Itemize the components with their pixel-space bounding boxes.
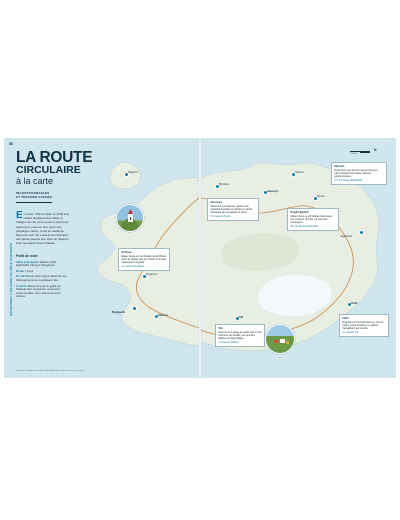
town-myvatn: Mývatn — [317, 195, 325, 198]
card-hofn: Höfn Dégustez du homard dans ce port de pêche avant d'explorer le glacier Vatnajökull tout proche. 3 h depuis Vík — [339, 314, 389, 337]
village-photo — [265, 324, 295, 354]
title-rule — [16, 202, 52, 203]
town-isafjordur: Ísafjörður — [128, 171, 138, 174]
town-husavik: Húsavík — [295, 171, 304, 174]
town-vik: Vík — [239, 315, 244, 319]
fact-item: En été Prévoir votre séjour assez tôt, les hébergements se remplissent vite. — [16, 274, 67, 282]
card-vik: Vík Parcourez la plage de sable noir et ses colonnes de basalte, au pied des falaises de Reynisfjara. 2 h depuis Selfoss — [215, 324, 265, 347]
scale-bar-alt — [360, 151, 370, 153]
card-akureyri: Akureyri Observez les baleines, goûtez aux spécialités locales et admirez le jardin botanique de la capitale du Nord. 5 h depuis Mývatn — [207, 198, 259, 221]
page-subtitle: à la carte — [16, 176, 54, 186]
route-profile — [16, 255, 68, 301]
scale-label: 0 50 km — [350, 153, 358, 155]
drop-cap: E — [16, 210, 23, 221]
town-blonduos: Blönduós — [219, 183, 229, 186]
title-block — [16, 151, 96, 203]
north-arrow-icon: N — [374, 148, 377, 152]
right-page — [201, 138, 396, 378]
compass-scale — [350, 148, 382, 156]
fact-item: À savoir Réservez pour le guide de l'Islande bien à l'avance, surtout les zones de l'Est. Vos nuits seront plus calmes. — [16, 283, 61, 299]
intro-text: n route ! Par la route 1 (1332 km) reliant la plupart des villes et villages de l'île vous pourrez partir jour après jour, vous en tirer avec des paysages variés. C'est la meilleure façon de voir l'île ouverte de l'intérieur des fjords jusqu'à une côte de glaciers pour les bains d'eau chaude. — [16, 212, 70, 246]
town-egilsstadir: Egilsstaðir — [341, 235, 353, 238]
town-reykjavik: Reykjavík — [112, 310, 125, 314]
book-spread — [4, 138, 396, 378]
town-selfoss: Selfoss — [158, 313, 168, 317]
town-borgarnes: Borgarnes — [146, 273, 158, 276]
footnote: Distances indiquées au départ de Reykjavik, temps estimés sans arrêt. — [16, 370, 85, 372]
town-akureyri: Akureyri — [267, 189, 279, 193]
card-selfoss: Selfoss Étape située sur les berges de la Ölfusá, point de départ vers les chutes et le parc national de Þingvellir. 1 h depuis Reykjavik — [118, 248, 170, 271]
left-page — [4, 138, 199, 378]
route-profile-heading: Profil de route — [16, 254, 38, 258]
fact-item: Durée 7 jours — [16, 268, 34, 273]
card-seydisfjordur: Seyðisfjörður Flânez dans ce joli village coloré avec ses maisons de bois, au pied des montagnes. 30 min depuis Egilsstaðir — [287, 208, 339, 231]
town-hofn: Höfn — [351, 301, 358, 305]
page-title-line2: CIRCULAIRE — [16, 164, 81, 176]
section-tab: DÉCOUVRIR L'ISLANDE ISLANDE CONTENTS — [9, 242, 13, 316]
fact-item: Villes principales Selfoss, Höfn, Egilsstaðir, Akureyri, Borgarnes — [16, 259, 58, 268]
page-number: 50 — [9, 142, 13, 146]
intro-paragraph — [16, 212, 70, 246]
kicker: INCONTOURNABLES ET TRÉSORS CACHÉS — [16, 191, 53, 199]
card-myvatn: Mývatn Détendez-vous au bord du lac dans les eaux chaudes des bains naturels géothermiques. 1 h 1/2 depuis Egilsstaðir — [331, 162, 387, 185]
church-photo — [116, 204, 144, 232]
page-title: LA ROUTE — [16, 149, 93, 166]
